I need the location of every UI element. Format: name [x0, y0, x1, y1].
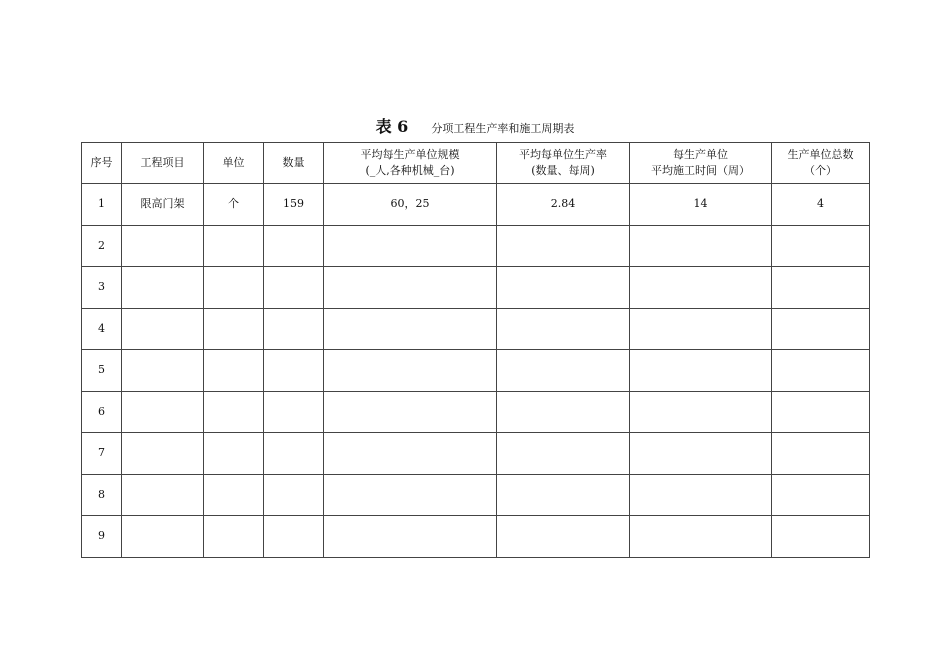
cell-index: 4: [82, 308, 122, 350]
cell-quantity: [264, 516, 324, 558]
cell-rate: [497, 433, 630, 475]
cell-duration: [630, 308, 772, 350]
cell-unit: [204, 474, 264, 516]
cell-scale: [324, 350, 497, 392]
cell-item: [122, 391, 204, 433]
table-body: [82, 184, 870, 558]
table-row: [82, 350, 870, 392]
cell-duration: [630, 433, 772, 475]
cell-item: [122, 308, 204, 350]
cell-duration: [630, 474, 772, 516]
cell-index: 1: [82, 184, 122, 226]
cell-rate: [497, 391, 630, 433]
header-row: [82, 143, 870, 184]
table-caption: 分项工程生产率和施工周期表: [431, 122, 575, 135]
cell-quantity: 159: [264, 184, 324, 226]
header-cell-item: 工程项目: [122, 143, 204, 184]
cell-item: [122, 225, 204, 267]
cell-index: 9: [82, 516, 122, 558]
cell-total-units: [772, 308, 870, 350]
cell-item: [122, 350, 204, 392]
cell-scale: [324, 391, 497, 433]
cell-rate: [497, 308, 630, 350]
cell-scale: [324, 516, 497, 558]
cell-duration: [630, 516, 772, 558]
cell-index: 2: [82, 225, 122, 267]
table-row: [82, 391, 870, 433]
cell-quantity: [264, 391, 324, 433]
cell-rate: [497, 267, 630, 309]
cell-scale: [324, 225, 497, 267]
cell-item: [122, 433, 204, 475]
header-cell-total-units: 生产单位总数 （个）: [772, 143, 870, 184]
cell-total-units: [772, 516, 870, 558]
cell-total-units: [772, 474, 870, 516]
cell-unit: [204, 516, 264, 558]
header-cell-index: 序号: [82, 143, 122, 184]
cell-index: 6: [82, 391, 122, 433]
cell-scale: [324, 308, 497, 350]
cell-index: 3: [82, 267, 122, 309]
cell-rate: [497, 474, 630, 516]
cell-quantity: [264, 474, 324, 516]
cell-item: [122, 267, 204, 309]
cell-duration: 14: [630, 184, 772, 226]
cell-unit: [204, 391, 264, 433]
cell-duration: [630, 267, 772, 309]
cell-total-units: [772, 225, 870, 267]
cell-unit: [204, 433, 264, 475]
cell-item: [122, 474, 204, 516]
cell-rate: [497, 516, 630, 558]
cell-item: 限高门架: [122, 184, 204, 226]
cell-quantity: [264, 308, 324, 350]
cell-scale: [324, 474, 497, 516]
cell-index: 5: [82, 350, 122, 392]
table-title: [0, 114, 950, 136]
cell-unit: [204, 267, 264, 309]
table-row: [82, 308, 870, 350]
cell-rate: [497, 350, 630, 392]
table-row: [82, 433, 870, 475]
table-row: [82, 267, 870, 309]
cell-item: [122, 516, 204, 558]
cell-total-units: 4: [772, 184, 870, 226]
cell-unit: [204, 308, 264, 350]
cell-unit: [204, 350, 264, 392]
cell-scale: 60，25: [324, 184, 497, 226]
table-row: [82, 516, 870, 558]
cell-unit: [204, 225, 264, 267]
cell-quantity: [264, 350, 324, 392]
cell-index: 8: [82, 474, 122, 516]
header-cell-duration: 每生产单位 平均施工时间（周）: [630, 143, 772, 184]
cell-rate: 2.84: [497, 184, 630, 226]
cell-total-units: [772, 433, 870, 475]
cell-quantity: [264, 267, 324, 309]
production-rate-table: [81, 142, 870, 558]
cell-rate: [497, 225, 630, 267]
cell-duration: [630, 391, 772, 433]
cell-total-units: [772, 391, 870, 433]
cell-scale: [324, 267, 497, 309]
cell-quantity: [264, 225, 324, 267]
cell-total-units: [772, 350, 870, 392]
header-cell-quantity: 数量: [264, 143, 324, 184]
cell-duration: [630, 350, 772, 392]
header-cell-scale: 平均每生产单位规模 (_人,各种机械_台): [324, 143, 497, 184]
cell-scale: [324, 433, 497, 475]
cell-unit: 个: [204, 184, 264, 226]
header-cell-rate: 平均每单位生产率 (数量、每周): [497, 143, 630, 184]
cell-duration: [630, 225, 772, 267]
table-row: [82, 474, 870, 516]
cell-quantity: [264, 433, 324, 475]
table-number: 表 6: [375, 117, 409, 136]
cell-index: 7: [82, 433, 122, 475]
table-row: [82, 225, 870, 267]
cell-total-units: [772, 267, 870, 309]
table-row: [82, 184, 870, 226]
header-cell-unit: 单位: [204, 143, 264, 184]
